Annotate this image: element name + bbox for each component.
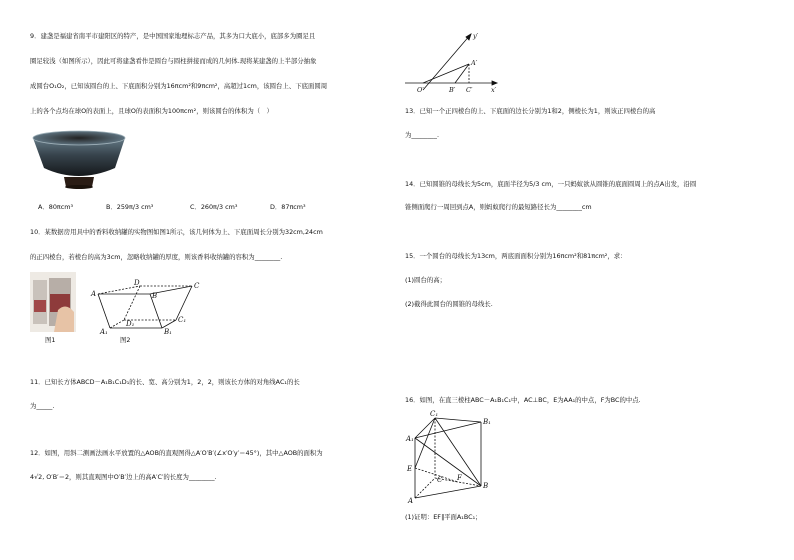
q9-line-2: 圈足较浅（如图所示），因此可将建盏看作是圆台与圆柱拼接而成的几何体.现将某建盏的上半部分抽象: [30, 57, 317, 65]
q13-line-1: 13．已知一个正四棱台的上、下底面的边长分别为1和2，侧棱长为1，则该正四棱台的高: [405, 107, 656, 115]
label-D: D: [134, 279, 140, 287]
label-B1: B₁: [483, 418, 491, 426]
q9-line-1: 9．建盏是福建省南平市建阳区的特产，是中国国家地理标志产品，其多为口大底小，底部多为圈足且: [30, 32, 316, 40]
q12-line-1: 12．如图，用斜二测画法画水平放置的△AOB的直观图得△A′O′B′(∠x′O′y′＝45°)，其中△AOB的面积为: [30, 449, 323, 457]
fig1-caption: 图1: [45, 336, 56, 344]
fig2-caption: 图2: [120, 336, 131, 344]
q15-part-2: (2)截得此圆台的圆锥的母线长.: [405, 300, 493, 308]
label-y-prime: y′: [473, 32, 479, 40]
q13-line-2: 为________.: [405, 131, 439, 139]
label-C1: C₁: [178, 316, 187, 324]
label-B1: B₁: [164, 328, 172, 336]
label-B-prime: B′: [449, 86, 456, 94]
q9-option-a: A．80πcm³: [38, 203, 74, 211]
label-F: F: [457, 474, 462, 482]
label-x-prime: x′: [491, 86, 497, 94]
q9-line-3: 成圆台O₁O₂，已知该圆台的上、下底面积分别为16πcm²和9πcm²，高超过1cm，该圆台上、下底面圆周: [30, 82, 328, 90]
label-A1: A₁: [100, 328, 108, 336]
q9-line-4: 上的各个点均在球O的表面上，且球O的表面积为100πcm²，则该圆台的体积为（ ）: [30, 107, 273, 115]
frustum-figure: [90, 276, 210, 336]
oblique-axes-figure: [405, 28, 505, 98]
q12-line-2: 4√2, O′B′＝2，则其直观图中O′B′边上的高A′C′的长度为________.: [30, 473, 217, 481]
label-E: E: [407, 465, 413, 473]
label-A: A: [408, 497, 414, 504]
label-C: C: [437, 476, 443, 484]
left-column: [30, 0, 390, 560]
label-A1: A₁: [406, 435, 414, 443]
q11-line-1: 11．已知长方体ABCD－A₁B₁C₁D₁的长、宽、高分别为1，2，2，则该长方体的对角线AC₁的长: [30, 378, 300, 386]
q14-line-2: 锥侧面爬行一周回到点A，则蚂蚁爬行的最短路径长为________cm: [405, 203, 592, 211]
label-A-prime: A′: [471, 59, 478, 67]
q11-line-2: 为_____.: [30, 402, 55, 410]
q9-option-b: B．259π/3 cm³: [106, 203, 154, 211]
q14-line-1: 14．已知圆锥的母线长为5cm，底面半径为5/3 cm，一只蚂蚁欲从圆锥的底面圆周上的点A出发，沿圆: [405, 180, 697, 188]
tea-bowl-photo: [30, 126, 130, 196]
q15-line-1: 15．一个圆台的母线长为13cm，两底面面积分别为16πcm²和81πcm²，求：: [405, 252, 627, 260]
prism-figure: [405, 408, 495, 504]
label-A: A: [91, 290, 97, 298]
q9-option-c: C．260π/3 cm³: [190, 203, 238, 211]
q9-option-d: D．87πcm³: [270, 203, 306, 211]
label-C: C: [194, 282, 200, 290]
label-O-prime: O′: [417, 86, 424, 94]
label-C1: C₁: [430, 410, 439, 418]
q10-line-1: 10．某数据房用具中的香料收纳罐的实物图如图1所示，该几何体为上、下底面周长分别为32cm,24cm: [30, 228, 323, 236]
label-B: B: [152, 292, 158, 300]
label-D1: D₁: [126, 320, 135, 328]
q16-line-1: 16．如图，在直三棱柱ABC－A₁B₁C₁中，AC⊥BC，E为AA₁的中点，F为BC的中点.: [405, 396, 641, 404]
q15-part-1: (1)圆台的高；: [405, 276, 447, 284]
q10-line-2: 的正四棱台，若棱台的高为3cm，忽略收纳罐的厚度，则该香料收纳罐的容积为________.: [30, 253, 283, 261]
label-C-prime: C′: [466, 86, 473, 94]
right-column: [405, 0, 770, 560]
q16-part-1: (1)证明：EF∥平面A₁BC₁；: [405, 513, 482, 521]
spice-jar-photo: [30, 272, 76, 332]
label-B: B: [483, 482, 489, 490]
